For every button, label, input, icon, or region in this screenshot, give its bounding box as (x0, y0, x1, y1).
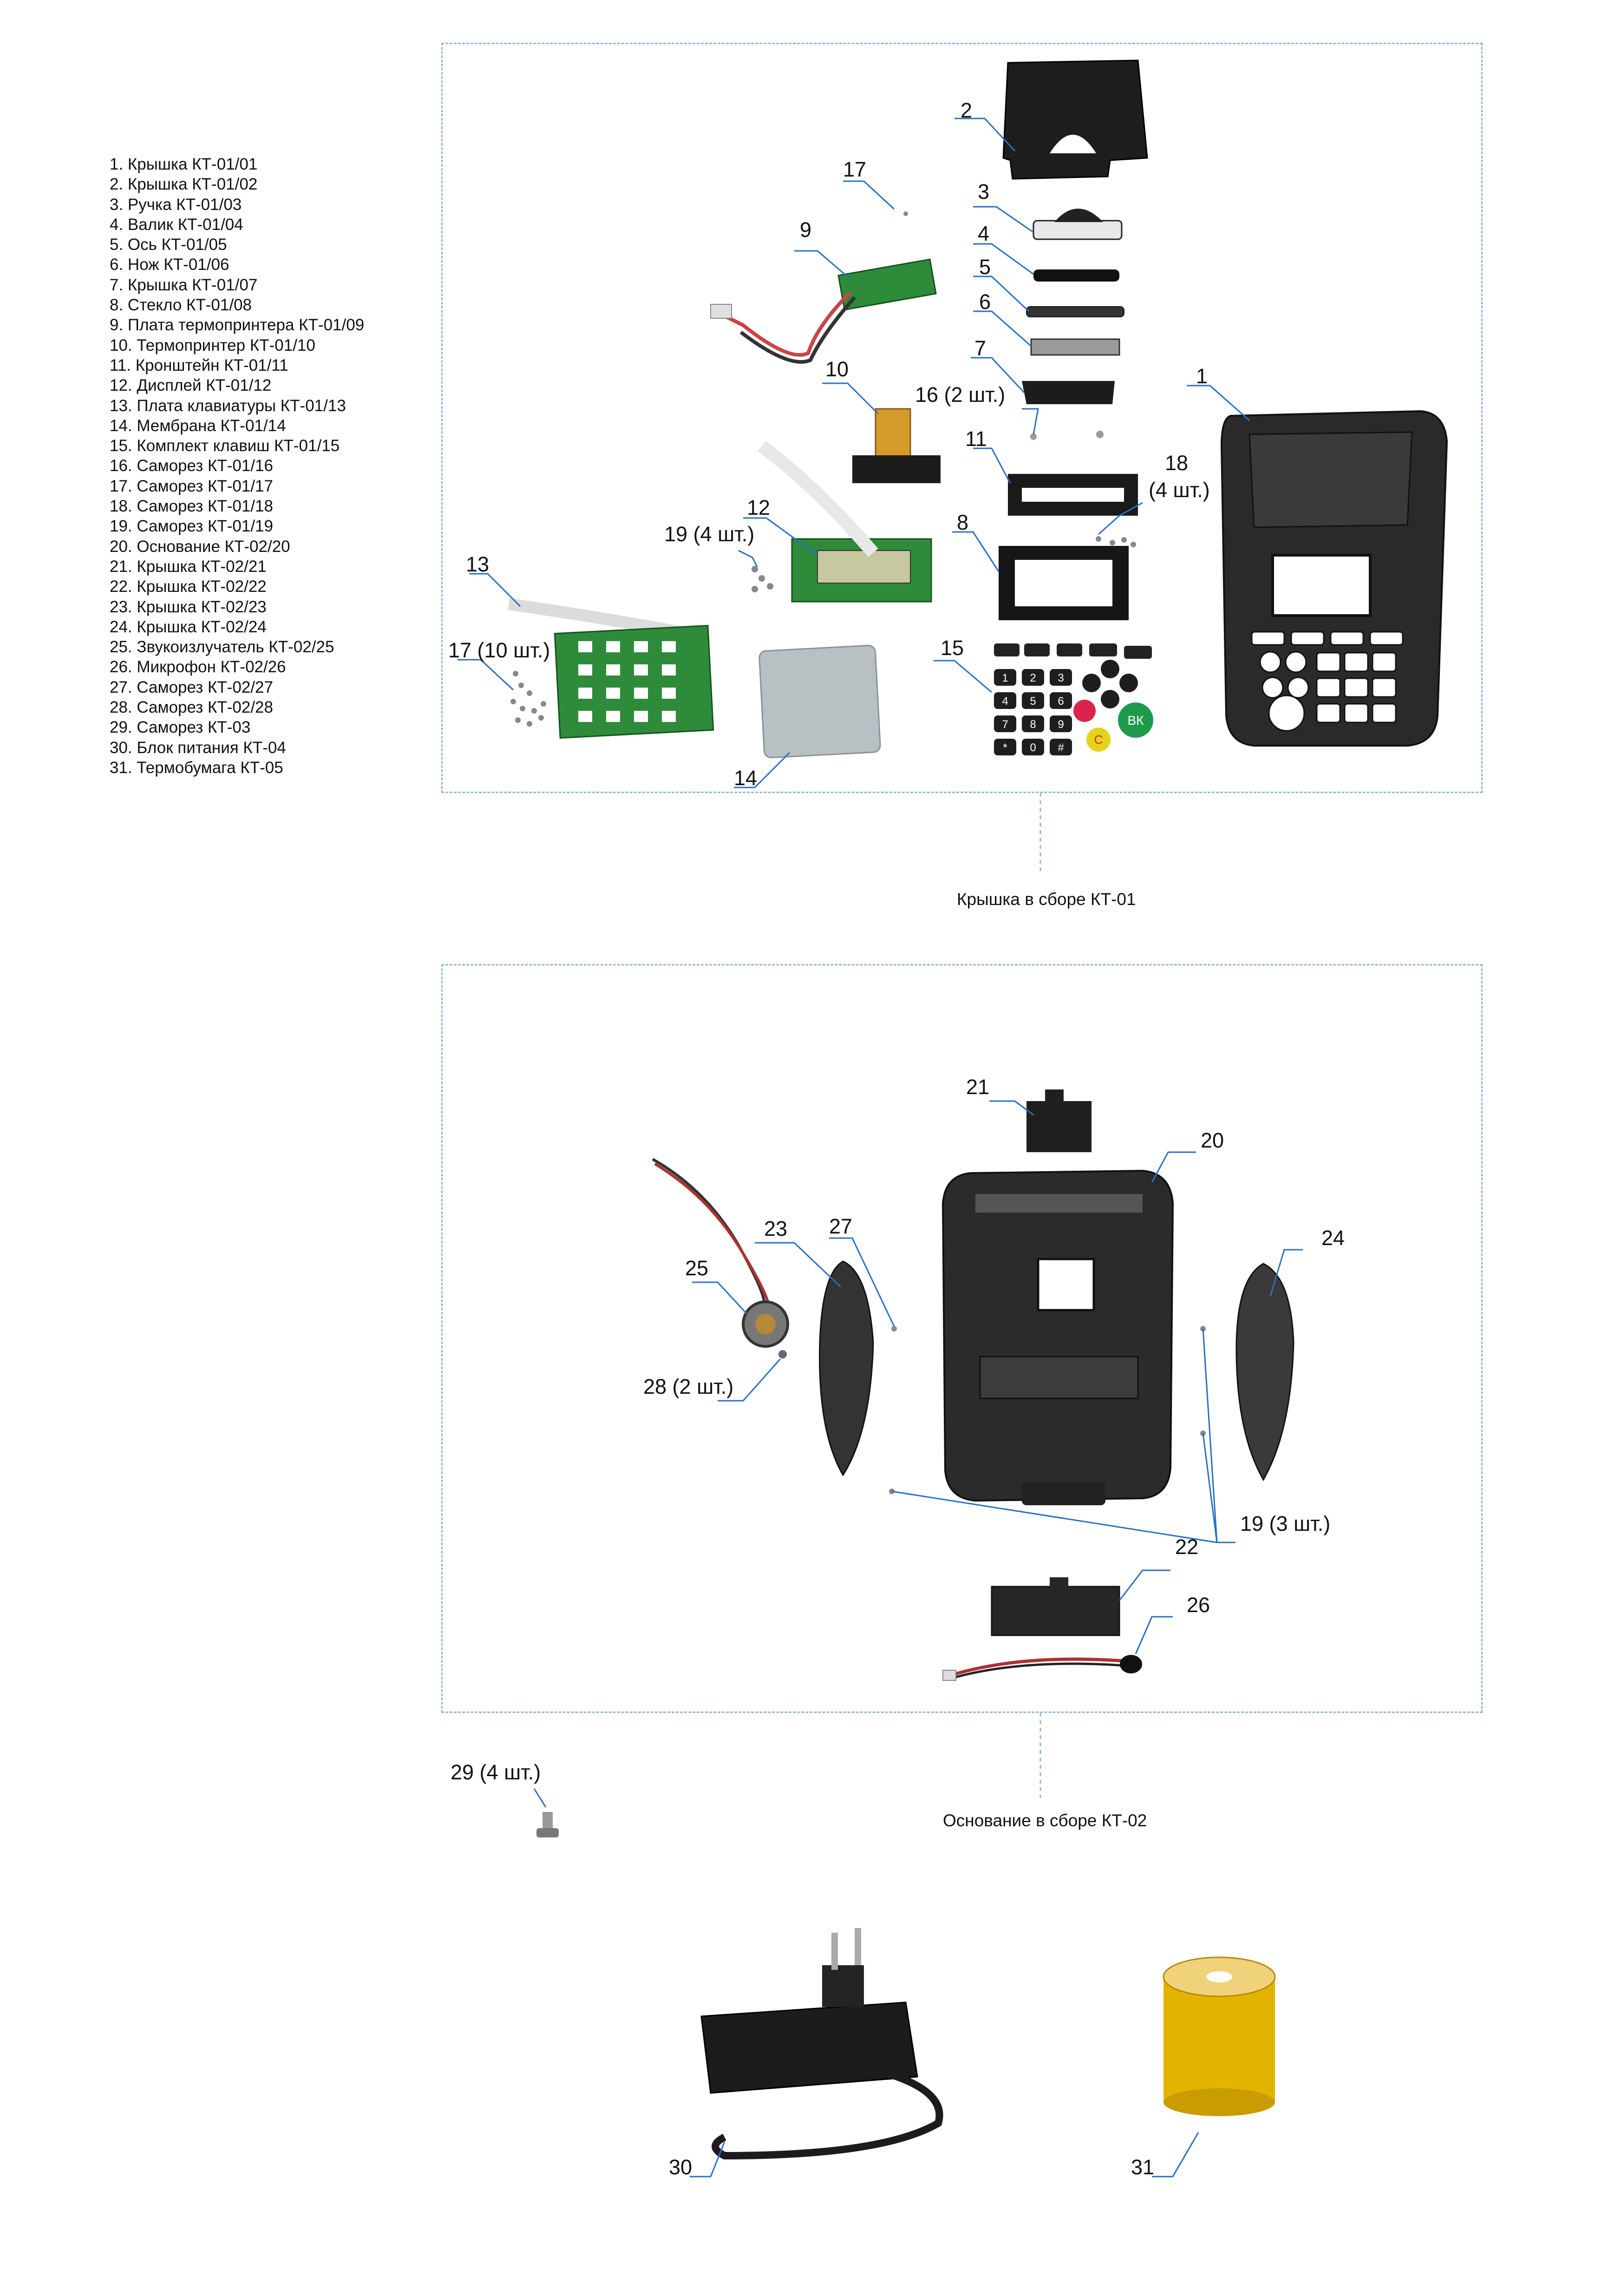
legend-item: 28. Саморез КТ-02/28 (110, 698, 273, 717)
keypad-key-label: 3 (1058, 672, 1064, 684)
legend-item: 9. Плата термопринтера КТ-01/09 (110, 316, 365, 335)
part-28-screw (778, 1350, 787, 1358)
part-20-base (943, 1171, 1173, 1505)
keypad-key-label: 5 (1030, 695, 1036, 708)
legend-item: 30. Блок питания КТ-04 (110, 738, 286, 757)
keypad-key-label: 7 (1002, 718, 1008, 731)
part-6-knife (1031, 339, 1119, 355)
legend-item: 26. Микрофон КТ-02/26 (110, 658, 286, 676)
callout-21: 21 (966, 1075, 990, 1099)
callout-9: 9 (800, 218, 812, 242)
callout-29: 29 (4 шт.) (451, 1760, 541, 1784)
legend-item: 31. Термобумага КТ-05 (110, 758, 283, 777)
part-31-paper-roll (1164, 1957, 1275, 2116)
part-27-screw (891, 1326, 897, 1332)
callout-1: 1 (1196, 364, 1208, 388)
part-29-screw (536, 1812, 559, 1837)
part-3-handle (1033, 209, 1122, 239)
callout-6: 6 (979, 290, 991, 314)
keypad-key-label: 1 (1002, 672, 1008, 684)
callout-15: 15 (941, 636, 964, 660)
part-30-power-supply (701, 1928, 940, 2156)
callout-13: 13 (466, 552, 490, 576)
part-5-axle (1026, 307, 1124, 317)
part-11-bracket (1008, 474, 1138, 516)
part-15-key-set (994, 643, 1152, 659)
keypad-key-label: 0 (1030, 741, 1036, 754)
callout-30: 30 (669, 2155, 693, 2179)
caption-bottom-assembly: Основание в сборе КТ-02 (943, 1811, 1147, 1830)
part-24-side-cover (1236, 1264, 1294, 1480)
callout-28: 28 (2 шт.) (643, 1375, 734, 1398)
legend-item: 5. Ось КТ-01/05 (110, 236, 227, 254)
part-7-small-cover (1022, 381, 1115, 404)
callout-16: 16 (2 шт.) (915, 383, 1006, 407)
part-25-buzzer (653, 1159, 788, 1346)
arrow-key (1101, 690, 1119, 708)
arrow-key (1119, 674, 1138, 692)
part-8-glass (999, 546, 1129, 620)
legend-item: 15. Комплект клавиш КТ-01/15 (110, 437, 340, 455)
callout-5: 5 (979, 255, 991, 279)
keypad-key-label: * (1003, 741, 1007, 754)
callout-31: 31 (1131, 2155, 1155, 2179)
clear-key-label: С (1094, 733, 1103, 747)
part-10-thermal-printer (852, 409, 941, 483)
part-17-screw (903, 211, 908, 216)
callout-14: 14 (734, 766, 758, 790)
callout-22: 22 (1175, 1535, 1199, 1559)
legend-item: 19. Саморез КТ-01/19 (110, 517, 273, 536)
part-1-top-cover (1222, 411, 1447, 746)
callout-26: 26 (1187, 1593, 1210, 1617)
legend-item: 17. Саморез КТ-01/17 (110, 477, 273, 495)
part-14-membrane (759, 645, 881, 758)
enter-key-label: ВК (1127, 713, 1144, 728)
part-21-cover (1026, 1089, 1092, 1152)
callout-4: 4 (978, 222, 990, 245)
legend-item: 18. Саморез КТ-01/18 (110, 497, 273, 516)
callout-18: 18 (1165, 451, 1189, 475)
keypad-key-label: 2 (1030, 672, 1036, 684)
callout-17: 17 (843, 157, 867, 181)
callout-24: 24 (1321, 1226, 1345, 1250)
legend-item: 16. Саморез КТ-01/16 (110, 457, 273, 475)
legend-item: 7. Крышка КТ-01/07 (110, 276, 258, 294)
legend-item: 12. Дисплей КТ-01/12 (110, 376, 272, 395)
legend-item: 22. Крышка КТ-02/22 (110, 577, 267, 596)
part-22-cover (992, 1577, 1119, 1635)
keypad-key-label: 6 (1058, 695, 1064, 708)
callout-3: 3 (978, 180, 990, 203)
callout-23: 23 (764, 1217, 788, 1240)
callout-19-bottom: 19 (3 шт.) (1240, 1512, 1331, 1535)
part-18-screws (1096, 536, 1136, 547)
callout-12: 12 (747, 496, 771, 519)
legend-item: 21. Крышка КТ-02/21 (110, 557, 267, 576)
legend-item: 6. Нож КТ-01/06 (110, 256, 229, 274)
part-16-screw-b (1096, 431, 1104, 438)
legend-item: 2. Крышка КТ-01/02 (110, 175, 258, 194)
callout-10: 10 (825, 357, 849, 381)
part-19-screws-top (752, 566, 773, 592)
legend-item: 1. Крышка КТ-01/01 (110, 155, 258, 173)
legend-item: 27. Саморез КТ-02/27 (110, 678, 273, 696)
part-2-printer-lid (1003, 60, 1147, 179)
part-26-microphone (943, 1655, 1142, 1680)
part-23-side-cover (820, 1261, 873, 1475)
callout-25: 25 (685, 1256, 709, 1280)
legend-item: 20. Основание КТ-02/20 (110, 537, 290, 556)
legend-item: 13. Плата клавиатуры КТ-01/13 (110, 396, 346, 415)
callout-18-count: (4 шт.) (1149, 478, 1210, 502)
arrow-key (1082, 674, 1101, 692)
legend-item: 11. Кронштейн КТ-01/11 (110, 356, 288, 374)
callout-7: 7 (974, 336, 987, 360)
arrow-key (1101, 660, 1119, 678)
callout-27: 27 (829, 1214, 853, 1238)
callout-17-ten: 17 (10 шт.) (448, 638, 550, 662)
legend-item: 25. Звукоизлучатель КТ-02/25 (110, 638, 334, 656)
callout-8: 8 (957, 511, 969, 534)
legend-item: 14. Мембрана КТ-01/14 (110, 416, 286, 435)
legend-item: 3. Ручка КТ-01/03 (110, 195, 242, 214)
part-4-roller (1033, 269, 1119, 282)
callout-11: 11 (965, 427, 987, 451)
legend-item: 29. Саморез КТ-03 (110, 718, 251, 737)
callout-19-top: 19 (4 шт.) (664, 522, 755, 546)
part-16-screw-a (1030, 433, 1037, 440)
keypad-keys (994, 660, 1153, 755)
part-9-printer-board (711, 259, 936, 362)
keypad-key-label: 4 (1002, 695, 1008, 708)
part-17-screws-ten (510, 671, 546, 727)
legend-item: 10. Термопринтер КТ-01/10 (110, 336, 315, 354)
callout-2: 2 (961, 98, 973, 122)
cancel-key (1073, 700, 1096, 722)
legend-item: 4. Валик КТ-01/04 (110, 215, 243, 234)
legend-item: 23. Крышка КТ-02/23 (110, 597, 267, 616)
legend-item: 24. Крышка КТ-02/24 (110, 617, 267, 636)
callout-20: 20 (1201, 1128, 1224, 1152)
keypad-key-label: 8 (1030, 718, 1036, 731)
caption-top-assembly: Крышка в сборе КТ-01 (957, 890, 1136, 909)
keypad-key-label: # (1058, 741, 1064, 754)
keypad-key-label: 9 (1058, 718, 1064, 731)
legend-item: 8. Стекло КТ-01/08 (110, 296, 252, 315)
